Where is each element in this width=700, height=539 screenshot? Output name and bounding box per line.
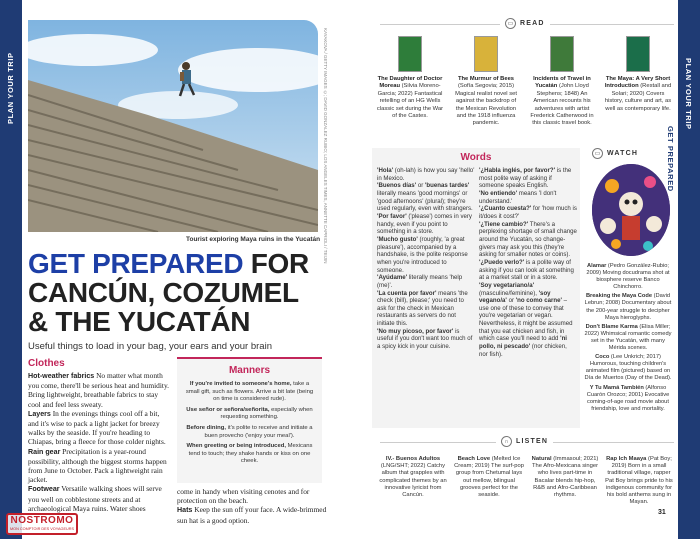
manners-text: Mexicans tend to touch; they shake hands or kiss on one cheek. <box>188 443 313 465</box>
album-desc: Catchy album that grapples with complicated themes by an innovative lyricist from Cancún. <box>379 463 447 499</box>
phrase-term: 'Mucho gusto' <box>377 235 418 243</box>
phrase-term: 'Buenos días' <box>377 182 417 190</box>
phrase-text: literally means 'good mornings' or 'good afternoons' (plural); they're used regularly, even with strangers. <box>377 189 473 213</box>
manners-item <box>177 381 322 404</box>
coco-film-image <box>592 164 670 256</box>
phrase-term: 'Hola' <box>377 167 394 174</box>
phrase-term: 'La cuenta por favor' <box>377 289 437 297</box>
right-side-tab <box>678 0 700 539</box>
screen-icon: ▭ <box>592 148 603 159</box>
film-title: Y Tu Mamá También <box>589 384 644 391</box>
book-title: The Maya: A Very Short Introduction <box>604 76 671 90</box>
read-label: READ <box>520 20 545 27</box>
clothes-paragraph <box>28 484 171 513</box>
phrase-text: (roughly, 'a great pleasure'), accompanied by a handshake, is the polite response when you're introduced to someone. <box>377 235 468 274</box>
clothes-body <box>28 371 171 513</box>
album-desc: Born in a small traditional village, rapper Pat Boy brings pride to his indigenous community for his bold anthems sung in Mayan. <box>605 463 673 506</box>
phrase-term: 'Ayúdame' <box>377 274 408 282</box>
manners-bold: If you're invited to someone's home, <box>189 381 292 387</box>
film-title: Alamar <box>587 263 607 269</box>
manners-heading: Manners <box>228 365 271 376</box>
album-meta: (Pat Boy; 2019) <box>611 456 672 470</box>
book-desc: Covers history, culture and art, as well as contemporary life. <box>604 90 672 112</box>
phrase-term: 'Soy vegetariano/a' <box>479 281 535 289</box>
album-title: Natural <box>531 456 552 462</box>
film-title: Breaking the Maya Code <box>585 293 653 300</box>
clothes-term: Footwear <box>28 485 60 494</box>
album-title: Rap Ich Maaya <box>606 456 647 462</box>
phrase <box>479 259 577 282</box>
phrase <box>377 182 475 213</box>
phrase-text: is a polite way of asking if you can look at something at a market stall or in a store. <box>479 258 574 282</box>
phrase-text: – use one of these to convey that you're vegetarian or vegan. Nevertheless, it might be assumed that you eat chicken and fish, in which case you'll need to add <box>479 297 573 343</box>
watch-item <box>584 263 672 291</box>
phrase-text: literally means 'help (me)'. <box>377 274 463 289</box>
phrase-term: 'soy vegano/a' <box>479 289 551 305</box>
phrase-text: There's a perplexing shortage of small change around the Yucatán, so change-givers may ask you this (they're asking for smaller notes or coins). <box>479 220 577 259</box>
book-title: The Daughter of Doctor Moreau <box>377 76 443 90</box>
manners-box <box>177 357 322 483</box>
clothes-paragraph <box>28 371 171 409</box>
manners-text: it's polite to receive and initiate a buen provecho ('enjoy your meal'). <box>204 424 313 439</box>
phrase-term: '¿Tiene cambio?' <box>479 220 529 228</box>
book-item <box>452 36 520 128</box>
watermark-brand: NOSTROMO <box>10 515 74 526</box>
album-meta: (Immasoul; 2021) <box>553 456 599 462</box>
listen-item <box>530 456 600 499</box>
phrase <box>479 221 577 259</box>
album-desc: The Afro-Mexicana singer who lives part-time in Bacalar blends hip-hop, R&B and Afro-Caribbean rhythms. <box>531 463 599 499</box>
phrase-term: 'buenas tardes' <box>424 182 470 190</box>
phrase-text: is useful if you don't want too much of a spicy kick in your cuisine. <box>377 327 473 351</box>
film-desc: (David Lebrun; 2008) Documentary about the 200-year struggle to decipher Maya hieroglyphs. <box>584 293 672 321</box>
manners-item <box>177 407 322 422</box>
album-desc: The surf-pop group from Chetumal lays out mellow, bilingual grooves perfect for the seaside. <box>455 463 524 499</box>
phrase-term: 'ni pollo, ni pescado' <box>479 335 567 351</box>
plan-your-trip-label-right: PLAN YOUR TRIP <box>684 58 693 130</box>
phrase <box>479 282 577 359</box>
book-item <box>376 36 444 120</box>
left-side-tab <box>0 0 22 539</box>
book-meta: (Sofía Segovia; 2015) <box>457 83 515 90</box>
manners-bold: Before dining, <box>186 424 226 431</box>
phrase-term: '¿Habla inglés, por favor?' <box>479 167 556 174</box>
plan-your-trip-label: PLAN YOUR TRIP <box>6 52 15 124</box>
phrase-text: (nor chicken, nor fish). <box>479 343 567 358</box>
clothes-text: Versatile walking shoes will serve you well on cobblestone streets and at archaeological Maya ruins. Water shoes <box>28 484 162 513</box>
watch-item <box>584 354 672 382</box>
clothes-text: In the evenings things cool off a bit, and it's wise to pack a light jacket for breezy walks by the seaside. If you're heading to Chiapas, bring a fleece for those colder nights. <box>28 408 166 447</box>
clothes-continuation-text: come in handy when visiting cenotes and for protection on the beach. <box>177 487 310 506</box>
title-line-3: & THE YUCATÁN <box>28 306 251 337</box>
phrase <box>377 290 475 328</box>
words-heading: Words <box>460 152 492 163</box>
get-prepared-side-label-right: GET PREPARED <box>666 126 675 192</box>
page-title <box>28 249 328 336</box>
photo-credit: KAYAKOVA / GETTY IMAGES ©; DAVID GONZALEZ RUBIO; LOS ANGELES TIMES, ANNETTE CAPRIOLI / TEIJIN <box>322 28 328 264</box>
clothes-term: Hot-weather fabrics <box>28 372 95 380</box>
hats-term: Hats <box>177 506 193 515</box>
book-meta: (Restall and Solari; 2020) <box>611 83 672 97</box>
book-title: Incidents of Travel in Yucatán <box>533 76 591 90</box>
phrase <box>377 328 475 351</box>
clothes-continuation <box>177 487 327 525</box>
hats-paragraph <box>177 505 327 524</box>
watch-label: WATCH <box>607 150 639 157</box>
album-meta: (Melted Ice Cream; 2019) <box>454 456 521 470</box>
phrase-text: or <box>416 182 425 190</box>
book-cover <box>626 36 650 72</box>
phrase <box>377 236 475 274</box>
phrase <box>479 205 577 220</box>
read-header <box>500 18 550 29</box>
phrase-text: or <box>506 297 516 305</box>
phrase <box>479 167 577 190</box>
phrase <box>377 274 475 289</box>
clothes-term: Rain gear <box>28 447 61 456</box>
clothes-heading: Clothes <box>28 358 65 369</box>
clothes-text: Precipitation is a year-round possibility, although the biggest storms happen from June to October. Pack a lightweight rain jacket. <box>28 446 167 485</box>
watermark-tagline: MON COMPTOIR DES VOYAGEURS <box>10 527 74 531</box>
film-desc: (Lee Unkrich; 2017) Humorous, touching children's animated film (pictured) based on Día de Muertos (Day of the Dead). <box>584 354 672 382</box>
watch-header <box>592 148 638 159</box>
phrase-text: (oh-lah) is how you say 'hello' in Mexico. <box>377 167 475 182</box>
words-column-1 <box>377 167 475 351</box>
words-box <box>372 148 580 428</box>
book-item <box>528 36 596 128</box>
phrase-term: '¿Puedo verlo?' <box>479 258 525 266</box>
phrase-term: '¿Cuanto cuesta?' <box>479 205 532 213</box>
clothes-paragraph <box>28 409 171 447</box>
film-title: Don't Blame Karma <box>585 323 638 330</box>
album-title: Beach Love <box>457 456 491 462</box>
phrase-term: 'No entiendo' <box>479 189 518 197</box>
phrase <box>479 190 577 205</box>
clothes-text: No matter what month you come, there'll be serious heat and humidity. Bring lightweight, breathable fabrics to stay cool and feel less sweaty. <box>28 371 170 409</box>
film-desc: (Alfonso Cuarón Orozco; 2001) Evocative coming-of-age road movie about friendship, love and mortality. <box>586 384 670 412</box>
headphones-icon: ∩ <box>501 436 512 447</box>
book-cover <box>398 36 422 72</box>
book-icon: ▭ <box>505 18 516 29</box>
phrase-term: 'no como carne' <box>515 297 562 305</box>
listen-header <box>496 436 553 447</box>
phrase <box>377 213 475 236</box>
phrase-text: means 'I don't understand.' <box>479 189 557 205</box>
book-cover <box>474 36 498 72</box>
photo-caption: Tourist exploring Maya ruins in the Yucatán <box>186 236 321 243</box>
manners-text: take a small gift, such as flowers. Arrive a bit late (being on time is considered rude). <box>185 381 314 403</box>
book-cover <box>550 36 574 72</box>
watch-item <box>584 324 672 352</box>
book-title: The Murmur of Bees <box>457 76 515 82</box>
watch-list <box>584 263 672 415</box>
listen-item <box>604 456 674 506</box>
clothes-paragraph <box>28 447 171 485</box>
film-desc: (Pedro González-Rubio; 2009) Moving docudrama shot at biosphere reserve Banco Chinchorro. <box>586 263 670 291</box>
manners-bold: Use señor or señora/señorita, <box>186 406 270 413</box>
listen-item <box>378 456 448 499</box>
title-get-prepared: GET PREPARED <box>28 248 244 279</box>
watch-item <box>584 293 672 321</box>
manners-item <box>177 443 322 466</box>
manners-bold: When greeting or being introduced, <box>186 443 286 450</box>
title-for: FOR <box>243 248 309 279</box>
film-title: Coco <box>595 354 610 361</box>
album-meta: (LNG/SHT; 2022) <box>380 463 426 470</box>
book-desc: Magical realist novel set against the backdrop of the Mexican Revolution and the 1918 influenza pandemic. <box>455 90 517 127</box>
phrase-text: for 'how much is it/does it cost?' <box>479 205 577 220</box>
phrase-term: 'No muy picoso, por favor' <box>377 327 454 335</box>
phrase-text: (masculine/feminine), <box>479 289 539 297</box>
watch-item <box>584 385 672 413</box>
phrase-text: ('please') comes in very handy, even if you point to something in a store. <box>377 212 472 236</box>
page-number: 31 <box>658 509 666 516</box>
listen-label: LISTEN <box>516 438 549 445</box>
phrase-text: is the most polite way of asking if someone speaks English. <box>479 167 572 190</box>
hero-photo <box>28 20 318 232</box>
phrase-term: 'Por favor' <box>377 212 407 220</box>
film-desc: (Elisa Miller; 2022) Whimsical romantic comedy set in the Yucatán, with many Mérida scenes. <box>584 323 672 352</box>
manners-item <box>177 425 322 440</box>
book-meta: (John Lloyd Stephens; 1848) <box>536 83 589 97</box>
manners-text: especially when requesting something. <box>220 406 313 421</box>
book-desc: Fantastical retelling of an HG Wells classic set during the War of the Castes. <box>376 90 444 120</box>
nostromo-watermark <box>6 513 78 535</box>
book-meta: (Silvia Moreno-Garcia; 2022) <box>377 83 441 97</box>
phrase <box>377 167 475 182</box>
book-desc: An American recounts his adventures with artist Frederick Catherwood in this classic travel book. <box>530 90 594 127</box>
album-title: IV.- Buenos Adultos <box>385 456 441 462</box>
title-line-2: CANCÚN, COZUMEL <box>28 277 299 308</box>
hats-text: Keep the sun off your face. A wide-brimmed sun hat is a good option. <box>177 505 327 525</box>
phrase-text: means 'the check (bill), please;' you need to ask for the check in Mexican restaurants as servers do not initiate this. <box>377 289 468 328</box>
clothes-term: Layers <box>28 409 51 418</box>
listen-item <box>454 456 524 499</box>
page-subhead: Useful things to load in your bag, your ears and your brain <box>28 341 272 352</box>
book-item <box>604 36 672 113</box>
words-column-2 <box>479 167 577 358</box>
